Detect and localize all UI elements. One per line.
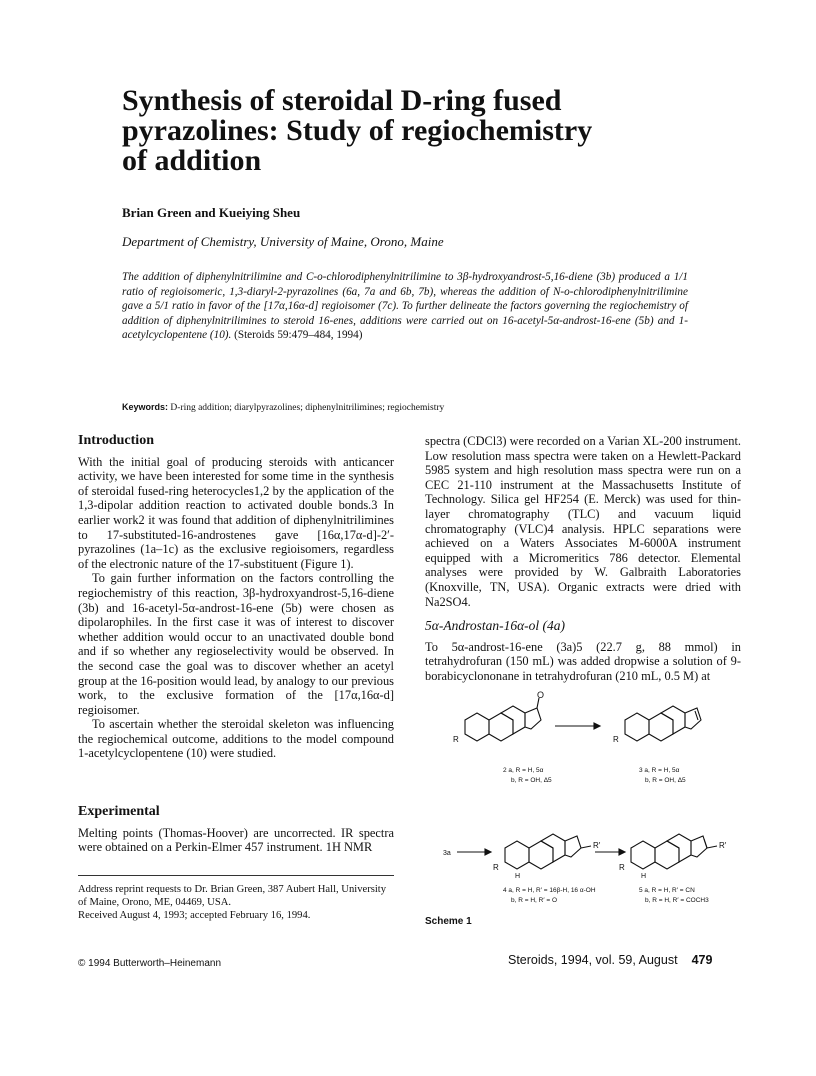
address-text: Address reprint requests to Dr. Brian Green, 387 Aubert Hall, University of Maine, Orono, ME, 04469, USA.	[78, 884, 387, 908]
abstract-text: The addition of diphenylnitrilimine and C-o-chlorodiphenylnitrilimine to 3β-hydroxyandrost-5,16-diene (3b) produced a 1/1 ratio of regioisomeric, 1,3-diaryl-2-pyrazolines (6a, 7a and 6b, 7b), whereas the addition of N-o-chlorodiphenylnitrilimine gave a 5/1 ratio in favor of the [17α,16α-d] regioisomer (7c). To further delineate the factors governing the regiochemistry of addition of diphenylnitrilimines to steroid 16-enes, additions were carried out on 16-acetyl-5α-androst-16-ene (5b) and 1-acetylcyclopentene (10).	[122, 271, 688, 342]
r-prime-label: R′	[719, 841, 727, 850]
r-group-label: R	[453, 735, 459, 744]
caption-4b: b, R = H, R′ = O	[511, 897, 558, 904]
compound-3-structure	[613, 706, 701, 744]
caption-3b: b, R = OH, Δ5	[645, 777, 686, 784]
h-label: H	[515, 873, 521, 880]
r-prime-label: R′	[593, 841, 601, 850]
caption-4a: 4 a, R = H, R′ = 16β-H, 16 α-OH	[503, 887, 596, 894]
page-number: 479	[691, 953, 713, 967]
experimental-section	[78, 805, 394, 855]
caption-2a: 2 a, R = H, 5α	[503, 767, 544, 774]
caption-5b: b, R = H, R′ = COCH3	[645, 897, 709, 904]
oxo-label: O	[537, 690, 545, 700]
title-line-2: pyrazolines: Study of regiochemistry	[122, 114, 593, 147]
compound-4-structure	[493, 834, 601, 880]
introduction-section	[78, 434, 394, 761]
copyright: © 1994 Butterworth–Heinemann	[78, 958, 222, 969]
keywords-label: Keywords:	[122, 402, 169, 412]
caption-2b: b, R = OH, Δ5	[511, 777, 552, 784]
journal-footer	[508, 953, 712, 967]
affiliation: Department of Chemistry, University of Maine, Orono, Maine	[122, 234, 444, 249]
abstract	[122, 270, 688, 343]
compound-2-structure	[453, 690, 544, 744]
procedure-paragraph: To 5α-androst-16-ene (3a)5 (22.7 g, 88 mmol) in tetrahydrofuran (150 mL) was added dropwise a solution of 9-borabicyclononane in tetrahydrofuran (210 mL, 0.5 M) at	[425, 639, 741, 683]
received-text: Received August 4, 1993; accepted February 16, 1994.	[78, 910, 311, 921]
keywords-list: D-ring addition; diarylpyrazolines; diphenylnitrilimines; regiochemistry	[170, 403, 445, 413]
journal-citation: Steroids, 1994, vol. 59, August	[508, 953, 678, 967]
scheme-1-figure	[425, 640, 741, 910]
paper-title	[122, 86, 682, 176]
start-compound-label: 3a	[443, 850, 451, 857]
r-group-label: R	[493, 863, 499, 872]
r-group-label: R	[619, 863, 625, 872]
abstract-citation: (Steroids 59:479–484, 1994)	[234, 329, 363, 342]
methods-paragraph: spectra (CDCl3) were recorded on a Varian XL-200 instrument. Low resolution mass spectra were taken on a Hewlett-Packard 5985 system and high resolution mass spectra were run on a CEC 21-110 instrument at the Massachusetts Institute of Technology. Silica gel HF254 (E. Merck) was used for thin-layer chromatography (TLC) and vacuum liquid chromatography (VLC)4 analysis. HPLC separations were achieved on a Waters Associates M-6000A instrument equipped with a Micromeritics 786 detector. Elemental analyses were provided by W. Galbraith Laboratories (Knoxville, TN, USA). Organic extracts were dried with Na2SO4.	[425, 434, 741, 609]
scheme-title: Scheme 1	[425, 916, 472, 927]
footnote-rule	[78, 875, 394, 876]
correspondence-note	[78, 883, 394, 922]
intro-paragraph-3: To ascertain whether the steroidal skeleton was influencing the regiochemical outcome, additions to the model compound 1-acetylcyclopentene (10) were studied.	[78, 717, 394, 761]
authors: Brian Green and Kueiying Sheu	[122, 205, 301, 220]
r-group-label: R	[613, 735, 619, 744]
title-line-1: Synthesis of steroidal D-ring fused	[122, 84, 562, 117]
intro-paragraph-2: To gain further information on the factors controlling the regiochemistry of this reaction, 3β-hydroxyandrost-5,16-diene (3b) and 16-acetyl-5α-androst-16-ene (5b) were chosen as dipolarophiles. In the first case it was of interest to discover whether addition would occur to an unactivated double bond and if so whether any regioselectivity would be observed. In the second case the goal was to discover whether an acetyl group at the 16-position would lead, by analogy to our previous work, to the exclusive formation of the [17α,16α-d] regioisomer.	[78, 571, 394, 717]
experimental-heading: Experimental	[78, 804, 160, 819]
experimental-paragraph: Melting points (Thomas-Hoover) are uncorrected. IR spectra were obtained on a Perkin-Elmer 457 instrument. 1H NMR	[78, 825, 394, 855]
arrow-2-to-3	[555, 723, 600, 729]
title-line-3: of addition	[122, 144, 262, 177]
h-label: H	[641, 873, 647, 880]
compound-heading: 5α-Androstan-16α-ol (4a)	[425, 618, 566, 634]
compound-5-structure	[619, 834, 727, 880]
caption-3a: 3 a, R = H, 5α	[639, 767, 680, 774]
introduction-heading: Introduction	[78, 433, 154, 448]
intro-paragraph-1: With the initial goal of producing steroids with anticancer activity, we have been interested for some time in the synthesis of steroidal fused-ring heterocycles1,2 by the application of the 1,3-dipolar addition reaction to activated double bonds.3 In earlier work2 it was found that addition of diphenylnitrilimines to 17-substituted-16-androstenes gave [16α,17α-d]-2′-pyrazolines (1a–1c) as the exclusive regioisomers, regardless of the electronic nature of the 17-substituent (Figure 1).	[78, 454, 394, 571]
arrow-3a-to-4	[457, 849, 491, 855]
caption-5a: 5 a, R = H, R′ = CN	[639, 887, 695, 894]
keywords	[122, 402, 722, 413]
